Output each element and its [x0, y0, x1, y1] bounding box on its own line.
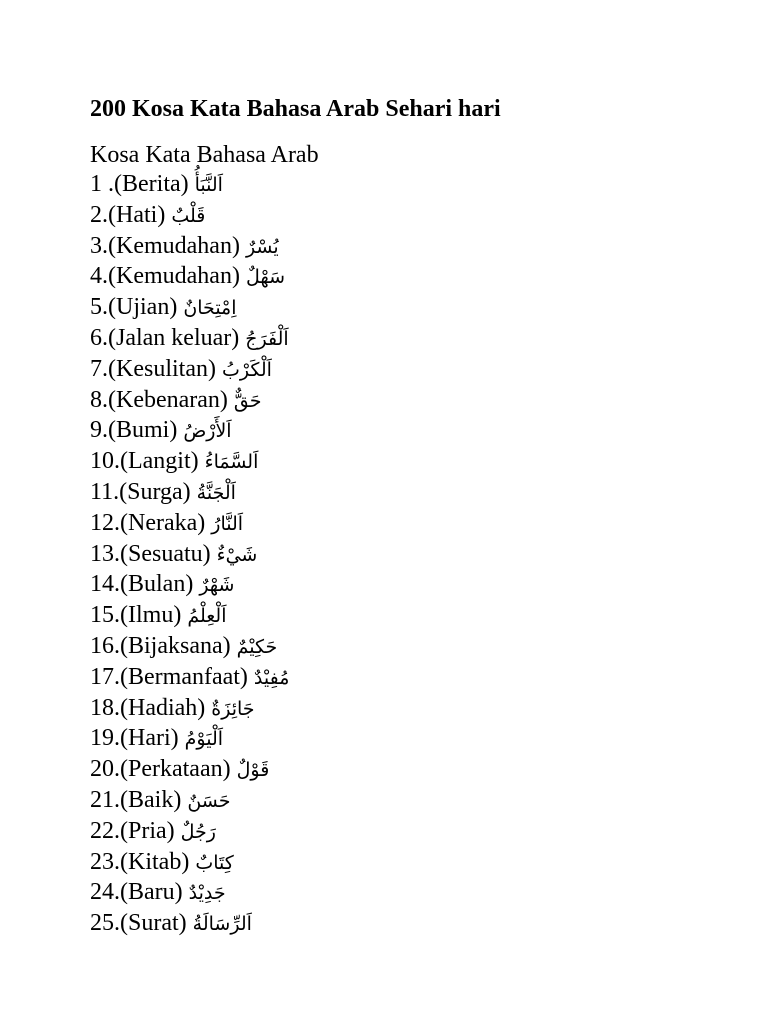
- item-number: 3.: [90, 232, 108, 259]
- item-arabic-word: كِتَابٌ: [195, 851, 234, 874]
- item-meaning: (Baru): [120, 879, 183, 906]
- item-number: 22.: [90, 817, 120, 844]
- item-meaning: (Sesuatu): [120, 540, 211, 567]
- item-meaning: (Berita): [114, 171, 189, 197]
- vocabulary-item: [90, 293, 768, 324]
- item-arabic-word: قَوْلٌ: [236, 759, 270, 782]
- vocabulary-item: [90, 755, 768, 786]
- item-arabic-word: اَلْكَرْبُ: [221, 358, 272, 381]
- item-arabic-word: حَكِيْمٌ: [236, 635, 278, 658]
- vocabulary-item: [90, 324, 768, 355]
- item-arabic-word: اَلنَّبَأُ: [194, 174, 223, 196]
- item-number: 14.: [90, 571, 120, 598]
- item-number: 21.: [90, 786, 120, 813]
- vocabulary-item: [90, 416, 768, 447]
- item-meaning: (Kitab): [120, 848, 190, 875]
- item-number: 6.: [90, 324, 108, 351]
- item-arabic-word: مُفِيْدٌ: [253, 666, 290, 689]
- vocabulary-item: [90, 201, 768, 232]
- item-arabic-word: رَجُلٌ: [180, 820, 216, 843]
- item-meaning: (Hadiah): [120, 694, 206, 721]
- item-arabic-word: شَيْءٌ: [216, 543, 258, 566]
- item-number: 5.: [90, 294, 108, 321]
- vocabulary-item: [90, 170, 768, 201]
- item-number: 8.: [90, 386, 108, 413]
- item-arabic-word: اَلْعِلْمُ: [187, 605, 227, 628]
- item-arabic-word: قَلْبٌ: [171, 204, 206, 227]
- item-number: 17.: [90, 663, 120, 690]
- item-meaning: (Kesulitan): [108, 355, 216, 382]
- vocabulary-item: [90, 848, 768, 879]
- item-meaning: (Langit): [120, 448, 199, 475]
- vocabulary-item: [90, 817, 768, 848]
- vocabulary-item: [90, 386, 768, 417]
- vocabulary-item: [90, 694, 768, 725]
- item-number: 2.: [90, 201, 108, 228]
- item-number: 24.: [90, 879, 120, 906]
- item-arabic-word: اَلْجَنَّةُ: [196, 481, 236, 504]
- item-meaning: (Jalan keluar): [108, 324, 240, 351]
- item-arabic-word: اَلنَّارُ: [211, 512, 244, 535]
- item-arabic-word: حَقٌّ: [233, 389, 262, 412]
- item-meaning: (Kebenaran): [108, 386, 228, 413]
- vocabulary-item: [90, 601, 768, 632]
- item-arabic-word: يُسْرٌ: [245, 235, 279, 258]
- item-meaning: (Surga): [119, 478, 191, 505]
- item-meaning: (Bermanfaat): [120, 663, 248, 690]
- item-meaning: (Bijaksana): [120, 632, 231, 659]
- vocabulary-item: [90, 509, 768, 540]
- item-arabic-word: جَدِيْدٌ: [188, 882, 226, 905]
- vocabulary-item: [90, 447, 768, 478]
- vocabulary-item: [90, 570, 768, 601]
- item-number: 18.: [90, 694, 120, 721]
- vocabulary-item: [90, 540, 768, 571]
- item-meaning: (Surat): [120, 910, 187, 937]
- vocabulary-item: [90, 632, 768, 663]
- item-number: 11.: [90, 478, 120, 505]
- vocabulary-item: [90, 478, 768, 509]
- item-number: 10.: [90, 448, 120, 475]
- item-number: 16.: [90, 632, 120, 659]
- item-meaning: (Neraka): [120, 509, 206, 536]
- item-arabic-word: اِمْتِحَانٌ: [183, 297, 237, 320]
- item-number: 13.: [90, 540, 120, 567]
- item-meaning: (Pria): [120, 817, 175, 844]
- item-meaning: (Bumi): [108, 417, 178, 444]
- item-arabic-word: شَهْرٌ: [199, 574, 235, 597]
- vocabulary-item: [90, 878, 768, 909]
- item-meaning: (Kemudahan): [108, 263, 240, 290]
- vocabulary-item: [90, 663, 768, 694]
- item-arabic-word: اَلْيَوْمُ: [184, 728, 224, 751]
- item-meaning: (Ilmu): [120, 602, 182, 629]
- item-number: 15.: [90, 602, 120, 629]
- item-arabic-word: اَلْفَرَجُ: [245, 327, 289, 350]
- vocabulary-item: [90, 262, 768, 293]
- vocabulary-item: [90, 786, 768, 817]
- item-number: 7.: [90, 355, 108, 382]
- item-number: 23.: [90, 848, 120, 875]
- item-number: 25.: [90, 910, 120, 937]
- item-meaning: (Kemudahan): [108, 232, 240, 259]
- item-arabic-word: اَلأَرْضُ: [183, 420, 232, 443]
- vocabulary-item: [90, 724, 768, 755]
- item-arabic-word: حَسَنٌ: [187, 789, 231, 812]
- item-arabic-word: اَلسَّمَاءُ: [204, 451, 259, 474]
- vocabulary-item: [90, 909, 768, 940]
- item-arabic-word: جَائِزَةٌ: [211, 697, 255, 720]
- item-meaning: (Hari): [120, 725, 179, 752]
- item-meaning: (Perkataan): [120, 756, 231, 783]
- item-meaning: (Hati): [108, 201, 166, 228]
- item-meaning: (Bulan): [120, 571, 194, 598]
- item-meaning: (Baik): [120, 786, 182, 813]
- item-number: 4.: [90, 263, 108, 290]
- item-number: 20.: [90, 756, 120, 783]
- vocabulary-item: [90, 232, 768, 263]
- item-number: 12.: [90, 509, 120, 536]
- item-meaning: (Ujian): [108, 294, 178, 321]
- item-arabic-word: سَهْلٌ: [245, 266, 286, 289]
- vocabulary-item: [90, 355, 768, 386]
- item-number: 19.: [90, 725, 120, 752]
- item-number: 1 .: [90, 171, 114, 197]
- item-number: 9.: [90, 417, 108, 444]
- page-title: 200 Kosa Kata Bahasa Arab Sehari hari: [90, 96, 501, 122]
- vocabulary-list: [90, 170, 768, 940]
- page-subtitle: Kosa Kata Bahasa Arab: [90, 142, 319, 168]
- item-arabic-word: اَلرِّسَالَةُ: [192, 913, 252, 936]
